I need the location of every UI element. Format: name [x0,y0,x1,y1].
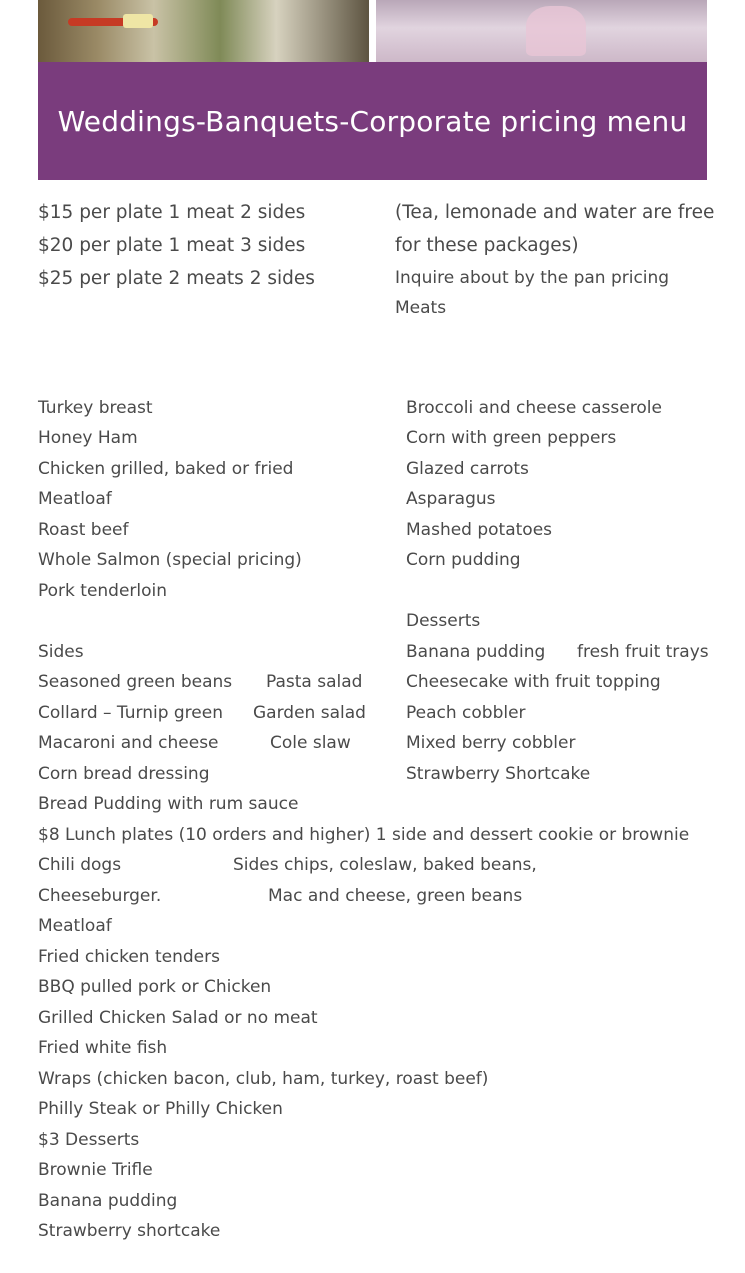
dessert-item: Strawberry shortcake [38,1221,221,1241]
side-item: Seasoned green beans [38,672,233,692]
food-photo [38,0,369,62]
pricing-note: for these packages) [395,235,579,256]
meat-item: Roast beef [38,520,129,540]
lunch-item: BBQ pulled pork or Chicken [38,977,272,997]
lunch-item: Meatloaf [38,916,112,936]
side-item: Pasta salad [266,672,363,692]
lunch-item: Philly Steak or Philly Chicken [38,1099,283,1119]
meat-item: Meatloaf [38,489,112,509]
side-item: Cole slaw [270,733,351,753]
table-decor-photo [376,0,707,62]
pricing-note: (Tea, lemonade and water are free [395,202,715,223]
lunch-sides: Sides chips, coleslaw, baked beans, [233,855,537,875]
dessert-item: Mixed berry cobbler [406,733,576,753]
meat-item: Pork tenderloin [38,581,168,601]
price-line: $25 per plate 2 meats 2 sides [38,268,315,289]
skewer-graphic [123,14,153,28]
meat-item: Turkey breast [38,398,153,418]
price-line: $20 per plate 1 meat 3 sides [38,235,306,256]
dessert-item: Peach cobbler [406,703,526,723]
meat-item: Whole Salmon (special pricing) [38,550,302,570]
side-item: Asparagus [406,489,496,509]
side-item: Broccoli and cheese casserole [406,398,662,418]
side-item: Corn pudding [406,550,521,570]
lunch-item: Grilled Chicken Salad or no meat [38,1008,318,1028]
meat-item: Chicken grilled, baked or fried [38,459,294,479]
lunch-item: Chili dogs [38,855,122,875]
lunch-sides: Mac and cheese, green beans [268,886,523,906]
bow-graphic [526,6,586,56]
dessert-item: Banana pudding [406,642,546,662]
side-item: Macaroni and cheese [38,733,219,753]
dessert-item: fresh fruit trays [577,642,709,662]
page-title: Weddings-Banquets-Corporate pricing menu [57,104,688,138]
desserts-heading: Desserts [406,611,481,631]
meat-item: Honey Ham [38,428,138,448]
dessert-item: Cheesecake with fruit topping [406,672,661,692]
side-item: Collard – Turnip green [38,703,223,723]
side-item: Glazed carrots [406,459,529,479]
lunch-item: Wraps (chicken bacon, club, ham, turkey, roast beef) [38,1069,489,1089]
title-banner [38,62,707,180]
side-item: Bread Pudding with rum sauce [38,794,299,814]
lunch-heading: $8 Lunch plates (10 orders and higher) 1 side and dessert cookie or brownie [38,825,690,845]
dessert-item: Banana pudding [38,1191,178,1211]
meats-heading: Meats [395,298,447,318]
small-desserts-heading: $3 Desserts [38,1130,140,1150]
side-item: Garden salad [253,703,366,723]
sides-heading: Sides [38,642,84,662]
lunch-item: Cheeseburger. [38,886,162,906]
price-line: $15 per plate 1 meat 2 sides [38,202,306,223]
lunch-item: Fried white fish [38,1038,168,1058]
side-item: Corn with green peppers [406,428,617,448]
pricing-note: Inquire about by the pan pricing [395,268,670,288]
lunch-item: Fried chicken tenders [38,947,220,967]
side-item: Corn bread dressing [38,764,210,784]
dessert-item: Strawberry Shortcake [406,764,591,784]
dessert-item: Brownie Trifle [38,1160,153,1180]
side-item: Mashed potatoes [406,520,553,540]
